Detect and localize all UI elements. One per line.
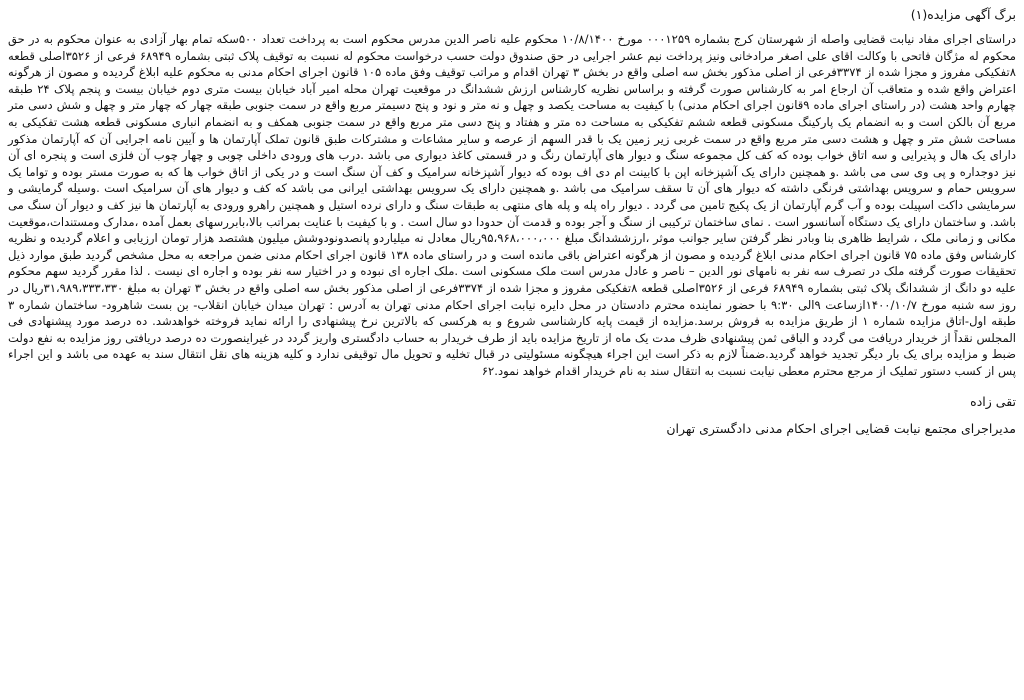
signer-role: مدیراجرای مجتمع نیابت قضایی اجرای احکام مدنی دادگستری تهران [666,421,1016,437]
signer-name: تقی زاده [970,394,1016,410]
notice-title: برگ آگهی مزایده(۱) [910,7,1016,22]
notice-body: دراستای اجرای مفاد نیابت قضایی واصله از شهرستان کرج بشماره ۰۰۰۱۲۵۹ مورخ ۱۰/۸/۱۴۰۰ محکوم علیه ناصر الدین مدرس محکوم است به پرداخت تعداد ۵۰۰سکه تمام بهار آزادی به عنوان محکوم به در حق محکوم له مژگان فاتحی با وکالت اقای علی اصغر مرادخانی ونیز پرداخت نیم عشر اجرایی در حق صندوق دولت حسب درخواست محکوم له نسبت به توقیف پلاک ثبتی بشماره ۶۸۹۴۹ فرعی از ۳۵۲۶اصلی قطعه ۸تفکیکی مفروز و مجزا شده از ۳۳۷۴فرعی از اصلی مذکور بخش سه اصلی واقع در بخش ۳ تهران اقدام و مراتب توقیف وفق ماده ۱۰۵ قانون اجرای احکام مدنی به محکوم علیه ابلاغ گردیده و مصون از هرگونه اعتراض واقع شده و متعاقب آن ارجاع امر به کارشناس صورت گرفته و براساس نظریه کارشناس ارزش ششدانگ در موقعیت تهران محله امیر آباد خیابان بیست متری دوم خیابان بیست و پنجم پلاک ۲۴ طبقه چهارم واحد هشت (در راستای اجرای ماده ۹قانون اجرای احکام مدنی) با کیفیت به مساحت یکصد و چهل و نه متر و نود و پنج دسیمتر مربع واقع در سمت جنوبی طبقه چهار که چهار متر و چهل و شش دسی متر مربع آن بالکن است و به انضمام یک پارکینگ مسکونی قطعه ششم تفکیکی به مساحت ده متر و هفتاد و پنج دسی متر مربع واقع در سمت جنوبی همکف و به انضمام انباری مسکونی قطعه هشت تفکیکی به مساحت شش متر و چهل و هشت دسی متر مربع واقع در سمت غربی زیر زمین یک با قدر السهم از عرصه و سایر مشاعات و مشترکات طبق قانون تملک آپارتمان ها و آیین نامه اجرایی آن که آپارتمان مذکور دارای یک هال و پذیرایی و سه اتاق خواب بوده که کف کل مجموعه سنگ و دیوار های آپارتمان رنگ و در قسمتی کاغذ دیواری می باشد .درب های ورودی داخلی چوبی و چهار چوب آن فلزی است و پنجره ای آن نیز دوجداره و پی وی سی می باشد .و همچنین دارای یک آشپزخانه اپن با کابینت ام دی اف بوده که دیوار آشپزخانه سرامیک و کف آن سنگ است و در یکی از اتاق خواب ها که به صورت مستر بوده و تواما یک سرویس حمام و سرویس بهداشتی فرنگی داشته که دیوار های آن تا سقف سرامیک می باشد .و همچنین دارای یک سرویس بهداشتی ایرانی می باشد که کف و دیوار های آن سرامیک است .وسیله گرمایشی و سرمایشی داکت اسپیلت بوده و آب گرم آپارتمان از یک پکیج تامین می گردد . دیوار راه پله و پله های منتهی به طبقات سنگ و دارای نرده استیل و همچنین راهرو ورودی به آپارتمان ها نیز کف و دیوار آن سنگ می باشد. و ساختمان دارای یک دستگاه آسانسور است . نمای ساختمان ترکیبی از سنگ و آجر بوده و قدمت آن حدودا دو سال است . و با کیفیت با عنایت بمراتب بالا،بابررسهای بعمل آمده ،مدارک ومستندات،موقعیت مکانی و زمانی ملک ، شرایط ظاهری بنا وبادر نظر گرفتن سایر جوانب موثر ،ارزششدانگ مبلغ ۹۵،۹۶۸،۰۰۰،۰۰۰ریال معادل نه میلیاردو پانصدونودوشش میلیون هشتصد هزار تومان ارزیابی و اعلام گردیده و نظریه کارشناس وفق ماده ۷۵ قانون اجرای احکام مدنی ابلاغ گردیده و مصون از هرگونه اعتراض باقی مانده است و در راستای ماده ۱۳۸ قانون اجرای احکام مدنی ضمن مراجعه به محل مشخص گردید طبق موارد ذیل تحقیقات صورت گرفته ملک در تصرف سه نفر به نامهای نور الدین – ناصر و عادل مدرس است ملک مسکونی است .ملک اجاره ای نبوده و در اختیار سه نفر بوده و اجاره ای نیست . لذا مقرر گردید سهم محکوم علیه دو دانگ از ششدانگ پلاک ثبتی بشماره ۶۸۹۴۹ فرعی از ۳۵۲۶اصلی قطعه ۸تفکیکی مفروز و مجزا شده از ۳۳۷۴فرعی از اصلی مذکور بخش سه اصلی واقع در بخش ۳ تهران به مبلغ ۳۱،۹۸۹،۳۳۳،۳۳۰ریال در روز سه شنبه مورخ ۱۴۰۰/۱۰/۷ازساعت ۹الی ۹:۳۰ با حضور نماینده محترم دادستان در محل دایره نیابت اجرای احکام مدنی تهران به آدرس : تهران میدان خیابان انقلاب- بن بست شاهرود- ساختمان شماره ۳ طبقه اول-اتاق مزایده شماره ۱ از طریق مزایده به فروش برسد.مزایده از قیمت پایه کارشناسی شروع و به هرکسی که بالاترین نرخ پیشنهادی را ارائه نماید فروخته خواهدشد. ده درصد مورد پیشنهادی فی المجلس نقداً از خریدار دریافت می گردد و الباقی ثمن پیشنهادی ظرف مدت یک ماه از تاریخ مزایده باید از طرف خریدار به حساب دادگستری واریز گردد در غیراینصورت ده درصد دریافتی روز مزایده به نفع دولت ضبط و مزایده برای یک بار دیگر تجدید خواهد گردید.ضمناً لازم به ذکر است این اجراء هیچگونه مسئولیتی در قبال تخلیه و تحویل مال توقیفی ندارد و کلیه هزینه های نقل انتقال سند به عهده می باشد و این اجراء پس از کسب دستور تملیک از مرجع محترم معطی نیابت نسبت به انتقال سند به نام خریدار اقدام خواهد نمود.۶۲ [8,32,1017,378]
